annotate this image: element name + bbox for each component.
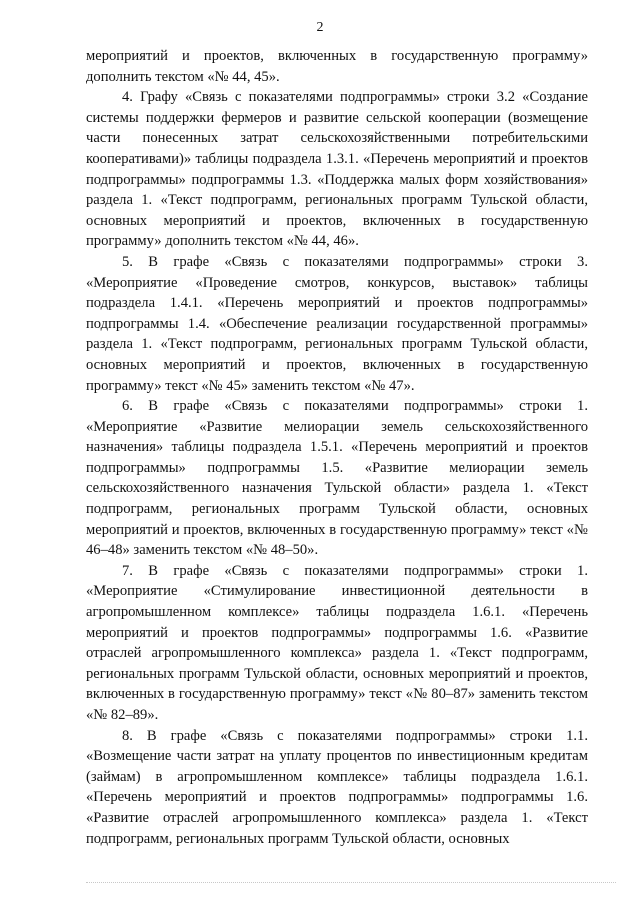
paragraph-item-4: 4. Графу «Связь с показателями подпрограммы» строки 3.2 «Создание системы поддержки фермеров и развитие сельской кооперации (возмещение части понесенных затрат сельскохозяйственными потребительскими кооперативами)» таблицы подраздела 1.3.1. «Перечень мероприятий и проектов подпрограммы» подпрограммы 1.3. «Поддержка малых форм хозяйствования» раздела 1. «Текст подпрограмм, региональных программ Тульской области, основных мероприятий и проектов, включенных в государственную программу» дополнить текстом «№ 44, 46». xyxy=(86,89,588,250)
scan-footer-dots xyxy=(86,882,616,883)
paragraph-item-8: 8. В графе «Связь с показателями подпрограммы» строки 1.1. «Возмещение части затрат на уплату процентов по инвестиционным кредитам (займам) в агропромышленном комплексе» таблицы подраздела 1.6.1. «Перечень мероприятий и проектов подпрограммы» подпрограммы 1.6. «Развитие отраслей агропромышленного комплекса» раздела 1. «Текст подпрограмм, региональных программ Тульской области, основных xyxy=(86,727,588,847)
paragraph-item-7: 7. В графе «Связь с показателями подпрограммы» строки 1. «Мероприятие «Стимулирование инвестиционной деятельности в агропромышленном комплексе» таблицы подраздела 1.6.1. «Перечень мероприятий и проектов подпрограммы» подпрограммы 1.6. «Развитие отраслей агропромышленного комплекса» раздела 1. «Текст подпрограмм, региональных программ Тульской области, основных мероприятий и проектов, включенных в государственную программу» текст «№ 80–87» заменить текстом «№ 82–89». xyxy=(86,562,588,723)
page-number: 2 xyxy=(316,20,324,35)
paragraph-item-6: 6. В графе «Связь с показателями подпрограммы» строки 1. «Мероприятие «Развитие мелиорации земель сельскохозяйственного назначения» таблицы подраздела 1.5.1. «Перечень мероприятий и проектов подпрограммы» подпрограммы 1.5. «Развитие мелиорации земель сельскохозяйственного назначения Тульской области» раздела 1. «Текст подпрограмм, региональных программ Тульской области, основных мероприятий и проектов, включенных в государственную программу» текст «№ 46–48» заменить текстом «№ 48–50». xyxy=(86,398,588,559)
document-body xyxy=(86,46,588,849)
paragraph-item-5: 5. В графе «Связь с показателями подпрограммы» строки 3. «Мероприятие «Проведение смотров, конкурсов, выставок» таблицы подраздела 1.4.1. «Перечень мероприятий и проектов подпрограммы» подпрограммы 1.4. «Обеспечение реализации государственной программы» раздела 1. «Текст подпрограмм, региональных программ Тульской области, основных мероприятий и проектов, включенных в государственную программу» текст «№ 45» заменить текстом «№ 47». xyxy=(86,253,588,394)
paragraph-continuation: мероприятий и проектов, включенных в государственную программу» дополнить текстом «№ 44, 45». xyxy=(86,48,588,85)
